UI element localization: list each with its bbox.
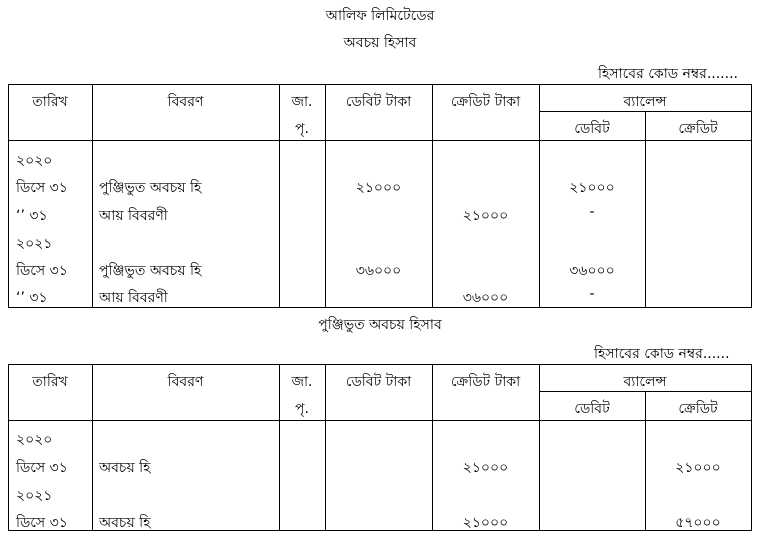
table2-title: পুঞ্জিভুত অবচয় হিসাব [318,317,442,333]
table-row-balance-credit: ২১০০০ [675,460,721,476]
table-row-date: ডিসে ৩১ [16,515,68,531]
col-header-date: তারিখ [32,374,68,390]
table-row-description: আয় বিবরণী [99,290,168,306]
col-header-debit: ডেবিট টাকা [345,94,412,110]
table-row-date: ডিসে ৩১ [16,180,68,196]
col-header-credit: ক্রেডিট টাকা [450,94,521,110]
col-header-balance: ব্যালেন্স [623,94,667,110]
table-row-credit: ২১০০০ [462,515,509,531]
table-row-balance-debit: - [589,286,595,302]
table-row-description: পুঞ্জিভুত অবচয় হি [99,263,202,279]
table-row-date: ডিসে ৩১ [16,460,68,476]
table-row-debit: ২১০০০ [355,180,402,196]
table-row-credit: ৩৬০০০ [462,290,509,306]
col-header-balance-credit: ক্রেডিট [678,121,718,137]
table-row-balance-debit: - [589,204,595,220]
table-row-balance-debit: ২১০০০ [569,180,615,196]
account-code-label: হিসাবের কোড নম্বর....... [598,66,738,82]
table-row-credit: ২১০০০ [462,208,509,224]
col-header-balance-debit: ডেবিট [574,121,610,137]
company-name: আলিফ লিমিটেডের [325,8,435,24]
table-row-debit: ৩৬০০০ [355,263,402,279]
table-row-description: পুঞ্জিভুত অবচয় হি [99,180,202,196]
col-header-balance-debit: ডেবিট [574,401,610,417]
col-header-credit: ক্রেডিট টাকা [450,374,521,390]
table-row-balance-credit: ৫৭০০০ [675,515,721,531]
table-row-date: ২০২১ [16,236,53,252]
col-header-jp-1: জা. [291,94,313,110]
col-header-description: বিবরণ [167,94,204,110]
table-row-description: অবচয় হি [99,460,151,476]
col-header-balance-credit: ক্রেডিট [678,401,718,417]
table-row-date: ২০২১ [16,488,53,504]
col-header-jp-1: জা. [291,374,313,390]
table-row-description: অবচয় হি [99,515,151,531]
table-row-date: ২০২০ [16,432,53,448]
table-row-date: ডিসে ৩১ [16,263,68,279]
table-row-date: ২০২০ [16,153,53,169]
col-header-jp-2: পৃ. [295,121,309,137]
table-row-date: ‘’ ৩১ [16,290,48,306]
col-header-debit: ডেবিট টাকা [345,374,412,390]
col-header-description: বিবরণ [167,374,204,390]
table-row-credit: ২১০০০ [462,460,509,476]
account-code-label-2: হিসাবের কোড নম্বর...... [594,346,730,362]
col-header-jp-2: পৃ. [295,401,309,417]
col-header-date: তারিখ [32,94,68,110]
table-row-date: ‘’ ৩১ [16,208,48,224]
table-row-balance-debit: ৩৬০০০ [569,263,615,279]
col-header-balance: ব্যালেন্স [623,374,667,390]
account-title: অবচয় হিসাব [343,35,417,51]
table-row-description: আয় বিবরণী [99,208,168,224]
